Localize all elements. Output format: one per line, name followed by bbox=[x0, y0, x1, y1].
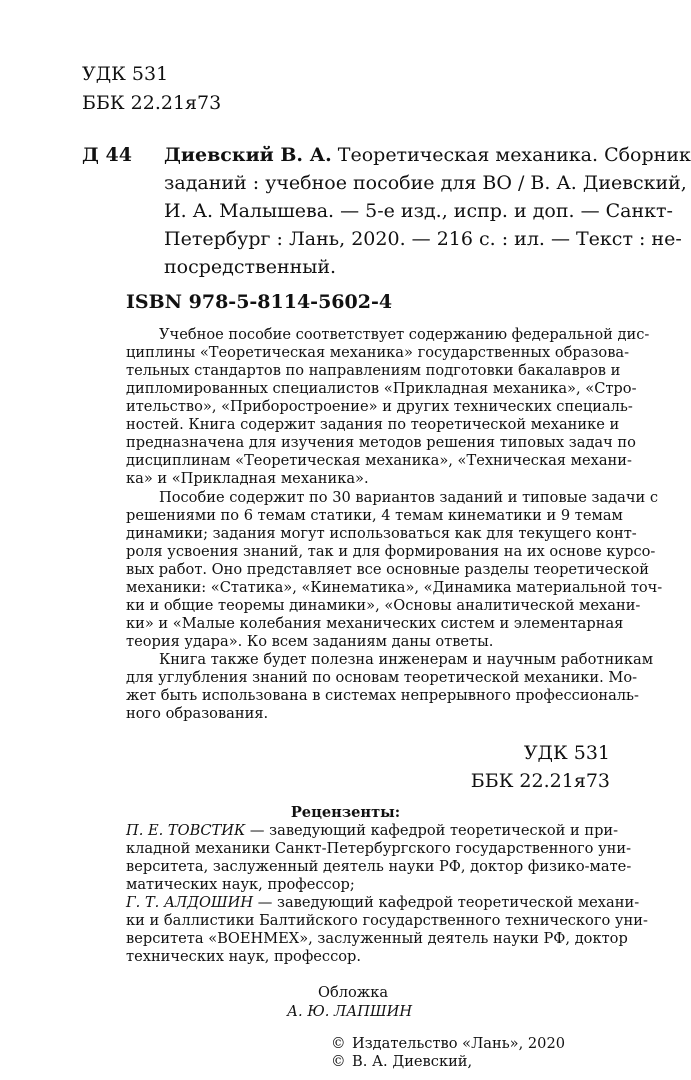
reviewer-1-line-1 bbox=[126, 822, 619, 840]
annotation-line: ки и общие теоремы динамики», «Основы аналитической механи- bbox=[126, 597, 641, 614]
annotation-line: Учебное пособие соответствует содержанию федеральной дис- bbox=[159, 326, 650, 343]
classification-bbk: ББК 22.21я73 bbox=[470, 770, 610, 792]
reviewers-heading: Рецензенты: bbox=[290, 804, 401, 821]
annotation-line: роля усвоения знаний, так и для формирования на их основе курсо- bbox=[126, 543, 656, 560]
citation-line-5: посредственный. bbox=[164, 256, 337, 278]
header-bbk: ББК 22.21я73 bbox=[82, 92, 222, 114]
citation-line-1 bbox=[164, 143, 691, 167]
cover-label: Обложка bbox=[318, 984, 389, 1001]
reviewer-1-name: П. Е. ТОВСТИК bbox=[126, 822, 246, 839]
citation-line-3: И. А. Малышева. — 5-е изд., испр. и доп. — Санкт- bbox=[164, 200, 673, 222]
reviewer-2-line: верситета «ВОЕНМЕХ», заслуженный деятель науки РФ, доктор bbox=[126, 930, 628, 947]
annotation-line: механики: «Статика», «Кинематика», «Динамика материальной точ- bbox=[126, 579, 663, 596]
annotation-line: решениями по 6 темам статики, 4 темам кинематики и 9 темам bbox=[126, 507, 623, 524]
annotation-line: дипломированных специалистов «Прикладная механика», «Стро- bbox=[126, 380, 637, 397]
annotation-line: ностей. Книга содержит задания по теоретической механике и bbox=[126, 416, 620, 433]
annotation-line: ного образования. bbox=[126, 705, 269, 722]
copyright-line: Издательство «Лань», 2020 bbox=[352, 1035, 566, 1052]
annotation-line: ки» и «Малые колебания механических систем и элементарная bbox=[126, 615, 624, 632]
reviewer-1-line: кладной механики Санкт-Петербургского государственного уни- bbox=[126, 840, 632, 857]
annotation-line: предназначена для изучения методов решения типовых задач по bbox=[126, 434, 636, 451]
copyright-line: В. А. Диевский, bbox=[352, 1053, 473, 1070]
citation-title: Теоретическая механика. Сборник bbox=[337, 144, 691, 166]
annotation-line: жет быть использована в системах непрерывного профессиональ- bbox=[126, 687, 639, 704]
annotation-line: вых работ. Оно представляет все основные разделы теоретической bbox=[126, 561, 649, 578]
annotation-line: циплины «Теоретическая механика» государственных образова- bbox=[126, 344, 630, 361]
annotation-line: дисциплинам «Теоретическая механика», «Техническая механи- bbox=[126, 452, 632, 469]
annotation-line: ка» и «Прикладная механика». bbox=[126, 470, 369, 487]
reviewer-2-line: ки и баллистики Балтийского государственного технического уни- bbox=[126, 912, 648, 929]
annotation-line: ительство», «Приборостроение» и других технических специаль- bbox=[126, 398, 633, 415]
citation-author: Диевский В. А. bbox=[164, 144, 332, 166]
annotation-line: динамики; задания могут использоваться как для текущего конт- bbox=[126, 525, 637, 542]
classification-udk: УДК 531 bbox=[523, 742, 610, 764]
reviewer-2-line-1 bbox=[126, 894, 640, 912]
copyright-symbol: © bbox=[331, 1053, 346, 1070]
reviewer-1-line: верситета, заслуженный деятель науки РФ, доктор физико-мате- bbox=[126, 858, 632, 875]
cover-artist: А. Ю. ЛАПШИН bbox=[287, 1003, 413, 1020]
reviewer-2-name: Г. Т. АЛДОШИН bbox=[126, 894, 254, 911]
annotation-line: теория удара». Ко всем заданиям даны ответы. bbox=[126, 633, 494, 650]
annotation-line: тельных стандартов по направлениям подготовки бакалавров и bbox=[126, 362, 621, 379]
reviewer-1-line: матических наук, профессор; bbox=[126, 876, 355, 893]
reviewer-2-position: — заведующий кафедрой теоретической механи- bbox=[257, 894, 640, 911]
reviewer-2-line: технических наук, профессор. bbox=[126, 948, 362, 965]
author-sign: Д 44 bbox=[82, 144, 132, 166]
citation-line-2: заданий : учебное пособие для ВО / В. А. Диевский, bbox=[164, 172, 687, 194]
annotation-line: Пособие содержит по 30 вариантов заданий и типовые задачи с bbox=[159, 489, 659, 506]
annotation-line: Книга также будет полезна инженерам и научным работникам bbox=[159, 651, 654, 668]
isbn: ISBN 978-5-8114-5602-4 bbox=[126, 291, 393, 313]
copyright-symbol: © bbox=[331, 1035, 346, 1052]
reviewer-1-position: — заведующий кафедрой теоретической и при- bbox=[249, 822, 619, 839]
annotation-line: для углубления знаний по основам теоретической механики. Мо- bbox=[126, 669, 638, 686]
header-udk: УДК 531 bbox=[82, 63, 169, 85]
citation-line-4: Петербург : Лань, 2020. — 216 с. : ил. — Текст : не- bbox=[164, 228, 682, 250]
